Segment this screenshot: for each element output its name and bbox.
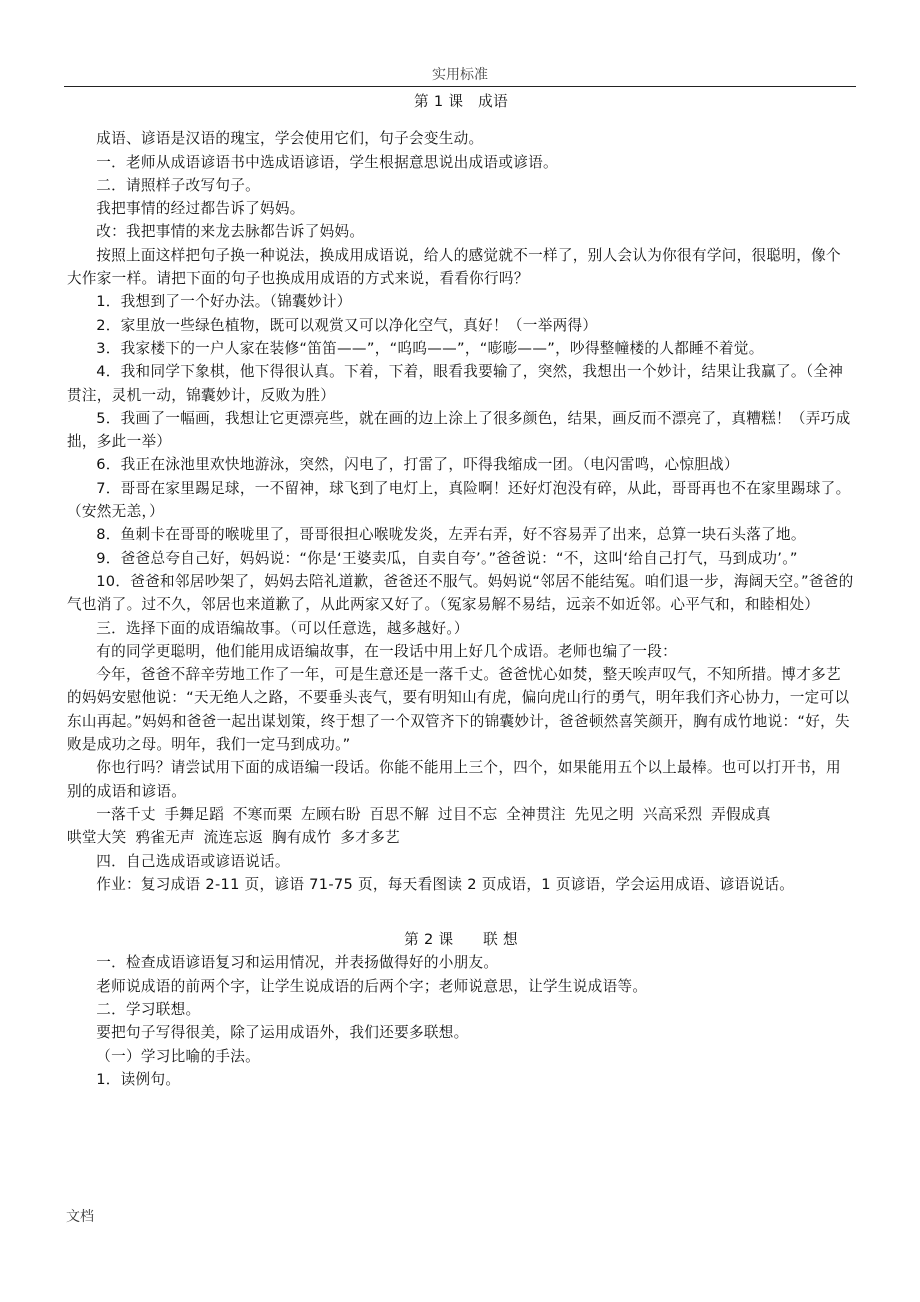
- lesson-2-step-2: 二．学习联想。: [96, 1000, 201, 1018]
- lesson-2-title: 第 2 课 联 想: [404, 931, 518, 949]
- idiom-item: 全神贯注: [506, 805, 566, 823]
- lesson-2-step-1-detail: 老师说成语的前两个字，让学生说成语的后两个字；老师说意思，让学生说成语等。: [96, 977, 648, 995]
- lesson-2-sub-1: （一）学习比喻的手法。: [96, 1047, 261, 1065]
- idiom-item: 不寒而栗: [232, 805, 293, 823]
- idiom-list-row-2: [67, 826, 855, 849]
- exercise-item-2: 2．家里放一些绿色植物，既可以观赏又可以净化空气，真好！（一举两得）: [96, 316, 598, 334]
- idiom-item: 一落千丈: [96, 805, 156, 823]
- document-body: [67, 90, 855, 1091]
- idiom-item: 左顾右盼: [301, 805, 361, 823]
- idiom-item: 手舞足蹈: [164, 805, 225, 823]
- idiom-item: 哄堂大笑: [67, 829, 127, 847]
- header-divider: [64, 86, 856, 87]
- exercise-item-10: 10．爸爸和邻居吵架了，妈妈去陪礼道歉，爸爸还不服气。妈妈说“邻居不能结冤。咱们退一步，海阔天空。”爸爸的气也消了。过不久，邻居也来道歉了，从此两家又好了。（冤家易解不易结，远亲不如近邻。心平气和，和睦相处）: [67, 572, 854, 614]
- exercise-item-9: 9．爸爸总夸自己好，妈妈说：“你是‘王婆卖瓜，自卖自夸’。”爸爸说：“不，这叫‘给自己打气，马到成功’。”: [96, 549, 798, 567]
- example-rewrite: 改：我把事情的来龙去脉都告诉了妈妈。: [96, 223, 365, 241]
- exercise-item-4: 4．我和同学下象棋，他下得很认真。下着，下着，眼看我要输了，突然，我想出一个妙计，结果让我赢了。（全神贯注，灵机一动，锦囊妙计，反败为胜）: [67, 363, 844, 404]
- exercise-item-7: 7．哥哥在家里踢足球，一不留神，球飞到了电灯上，真险啊！还好灯泡没有碎，从此，哥哥再也不在家里踢球了。（安然无恙，）: [67, 479, 851, 521]
- idiom-item: 先见之明: [574, 805, 635, 823]
- lesson-1-title: 第 1 课 成语: [414, 93, 508, 110]
- idiom-item: 百思不解: [369, 805, 430, 823]
- idiom-item: 胸有成竹: [271, 829, 332, 847]
- lesson-1-step-3: 三．选择下面的成语编故事。（可以任意选，越多越好。）: [96, 619, 469, 637]
- story-intro: 有的同学更聪明，他们能用成语编故事，在一段话中用上好几个成语。老师也编了一段：: [96, 642, 678, 660]
- spacer: [67, 896, 855, 928]
- lesson-2-sub-1-item-1: 1．读例句。: [96, 1070, 181, 1088]
- lesson-2-step-1: 一．检查成语谚语复习和运用情况，并表扬做得好的小朋友。: [96, 954, 499, 972]
- lesson-1-step-2: 二．请照样子改写句子。: [96, 176, 261, 194]
- lesson-2-step-2-detail: 要把句子写得很美，除了运用成语外，我们还要多联想。: [96, 1024, 469, 1042]
- example-story: 今年，爸爸不辞辛劳地工作了一年，可是生意还是一落千丈。爸爸忧心如焚，整天唉声叹气，不知所措。博才多艺的妈妈安慰他说：“天无绝人之路，不要垂头丧气，要有明知山有虎，偏向虎山行的勇气，明年我们齐心协力，一定可以东山再起。”妈妈和爸爸一起出谋划策，终于想了一个双管齐下的锦囊妙计，爸爸顿然喜笑颜开，胸有成竹地说：“好，失败是成功之母。明年，我们一定马到成功。”: [67, 666, 850, 754]
- page-header: 实用标准: [432, 67, 488, 83]
- exercise-item-1: 1．我想到了一个好办法。（锦囊妙计）: [96, 293, 352, 311]
- spacer: [67, 113, 855, 127]
- lesson-1-step-4: 四．自己选成语或谚语说话。: [96, 852, 290, 870]
- lesson-1-step-1: 一．老师从成语谚语书中选成语谚语，学生根据意思说出成语或谚语。: [96, 153, 558, 171]
- page-footer: 文档: [66, 1209, 94, 1225]
- challenge-text: 你也行吗？请尝试用下面的成语编一段话。你能不能用上三个，四个，如果能用五个以上最棒。也可以打开书，用别的成语和谚语。: [67, 759, 841, 800]
- exercise-item-6: 6．我正在泳池里欢快地游泳，突然，闪电了，打雷了，吓得我缩成一团。（电闪雷鸣，心惊胆战）: [96, 456, 739, 474]
- idiom-list-row-1: [67, 803, 855, 826]
- lesson-1-instruction: 按照上面这样把句子换一种说法，换成用成语说，给人的感觉就不一样了，别人会认为你很有学问，很聪明，像个大作家一样。请把下面的句子也换成用成语的方式来说，看看你行吗？: [67, 246, 841, 288]
- idiom-item: 兴高采烈: [642, 805, 703, 823]
- idiom-item: 多才多艺: [340, 829, 400, 847]
- idiom-item: 弄假成真: [711, 805, 771, 823]
- lesson-1-intro: 成语、谚语是汉语的瑰宝，学会使用它们，句子会变生动。: [96, 130, 484, 148]
- exercise-item-8: 8．鱼刺卡在哥哥的喉咙里了，哥哥很担心喉咙发炎，左弄右弄，好不容易弄了出来，总算一块石头落了地。: [96, 526, 806, 544]
- exercise-item-3: 3．我家楼下的一户人家在装修“笛笛——”，“呜呜——”，“嘭嘭——”，吵得整幢楼的人都睡不着觉。: [96, 339, 764, 357]
- idiom-item: 鸦雀无声: [135, 829, 195, 847]
- idiom-item: 流连忘返: [203, 829, 264, 847]
- example-original: 我把事情的经过都告诉了妈妈。: [96, 200, 305, 218]
- homework: 作业：复习成语 2-11 页，谚语 71-75 页，每天看图读 2 页成语，1 页谚语，学会运用成语、谚语说话。: [96, 875, 795, 893]
- idiom-item: 过目不忘: [437, 805, 498, 823]
- exercise-item-5: 5．我画了一幅画，我想让它更漂亮些，就在画的边上涂上了很多颜色，结果，画反而不漂亮了，真糟糕！（弄巧成拙，多此一举）: [67, 409, 851, 451]
